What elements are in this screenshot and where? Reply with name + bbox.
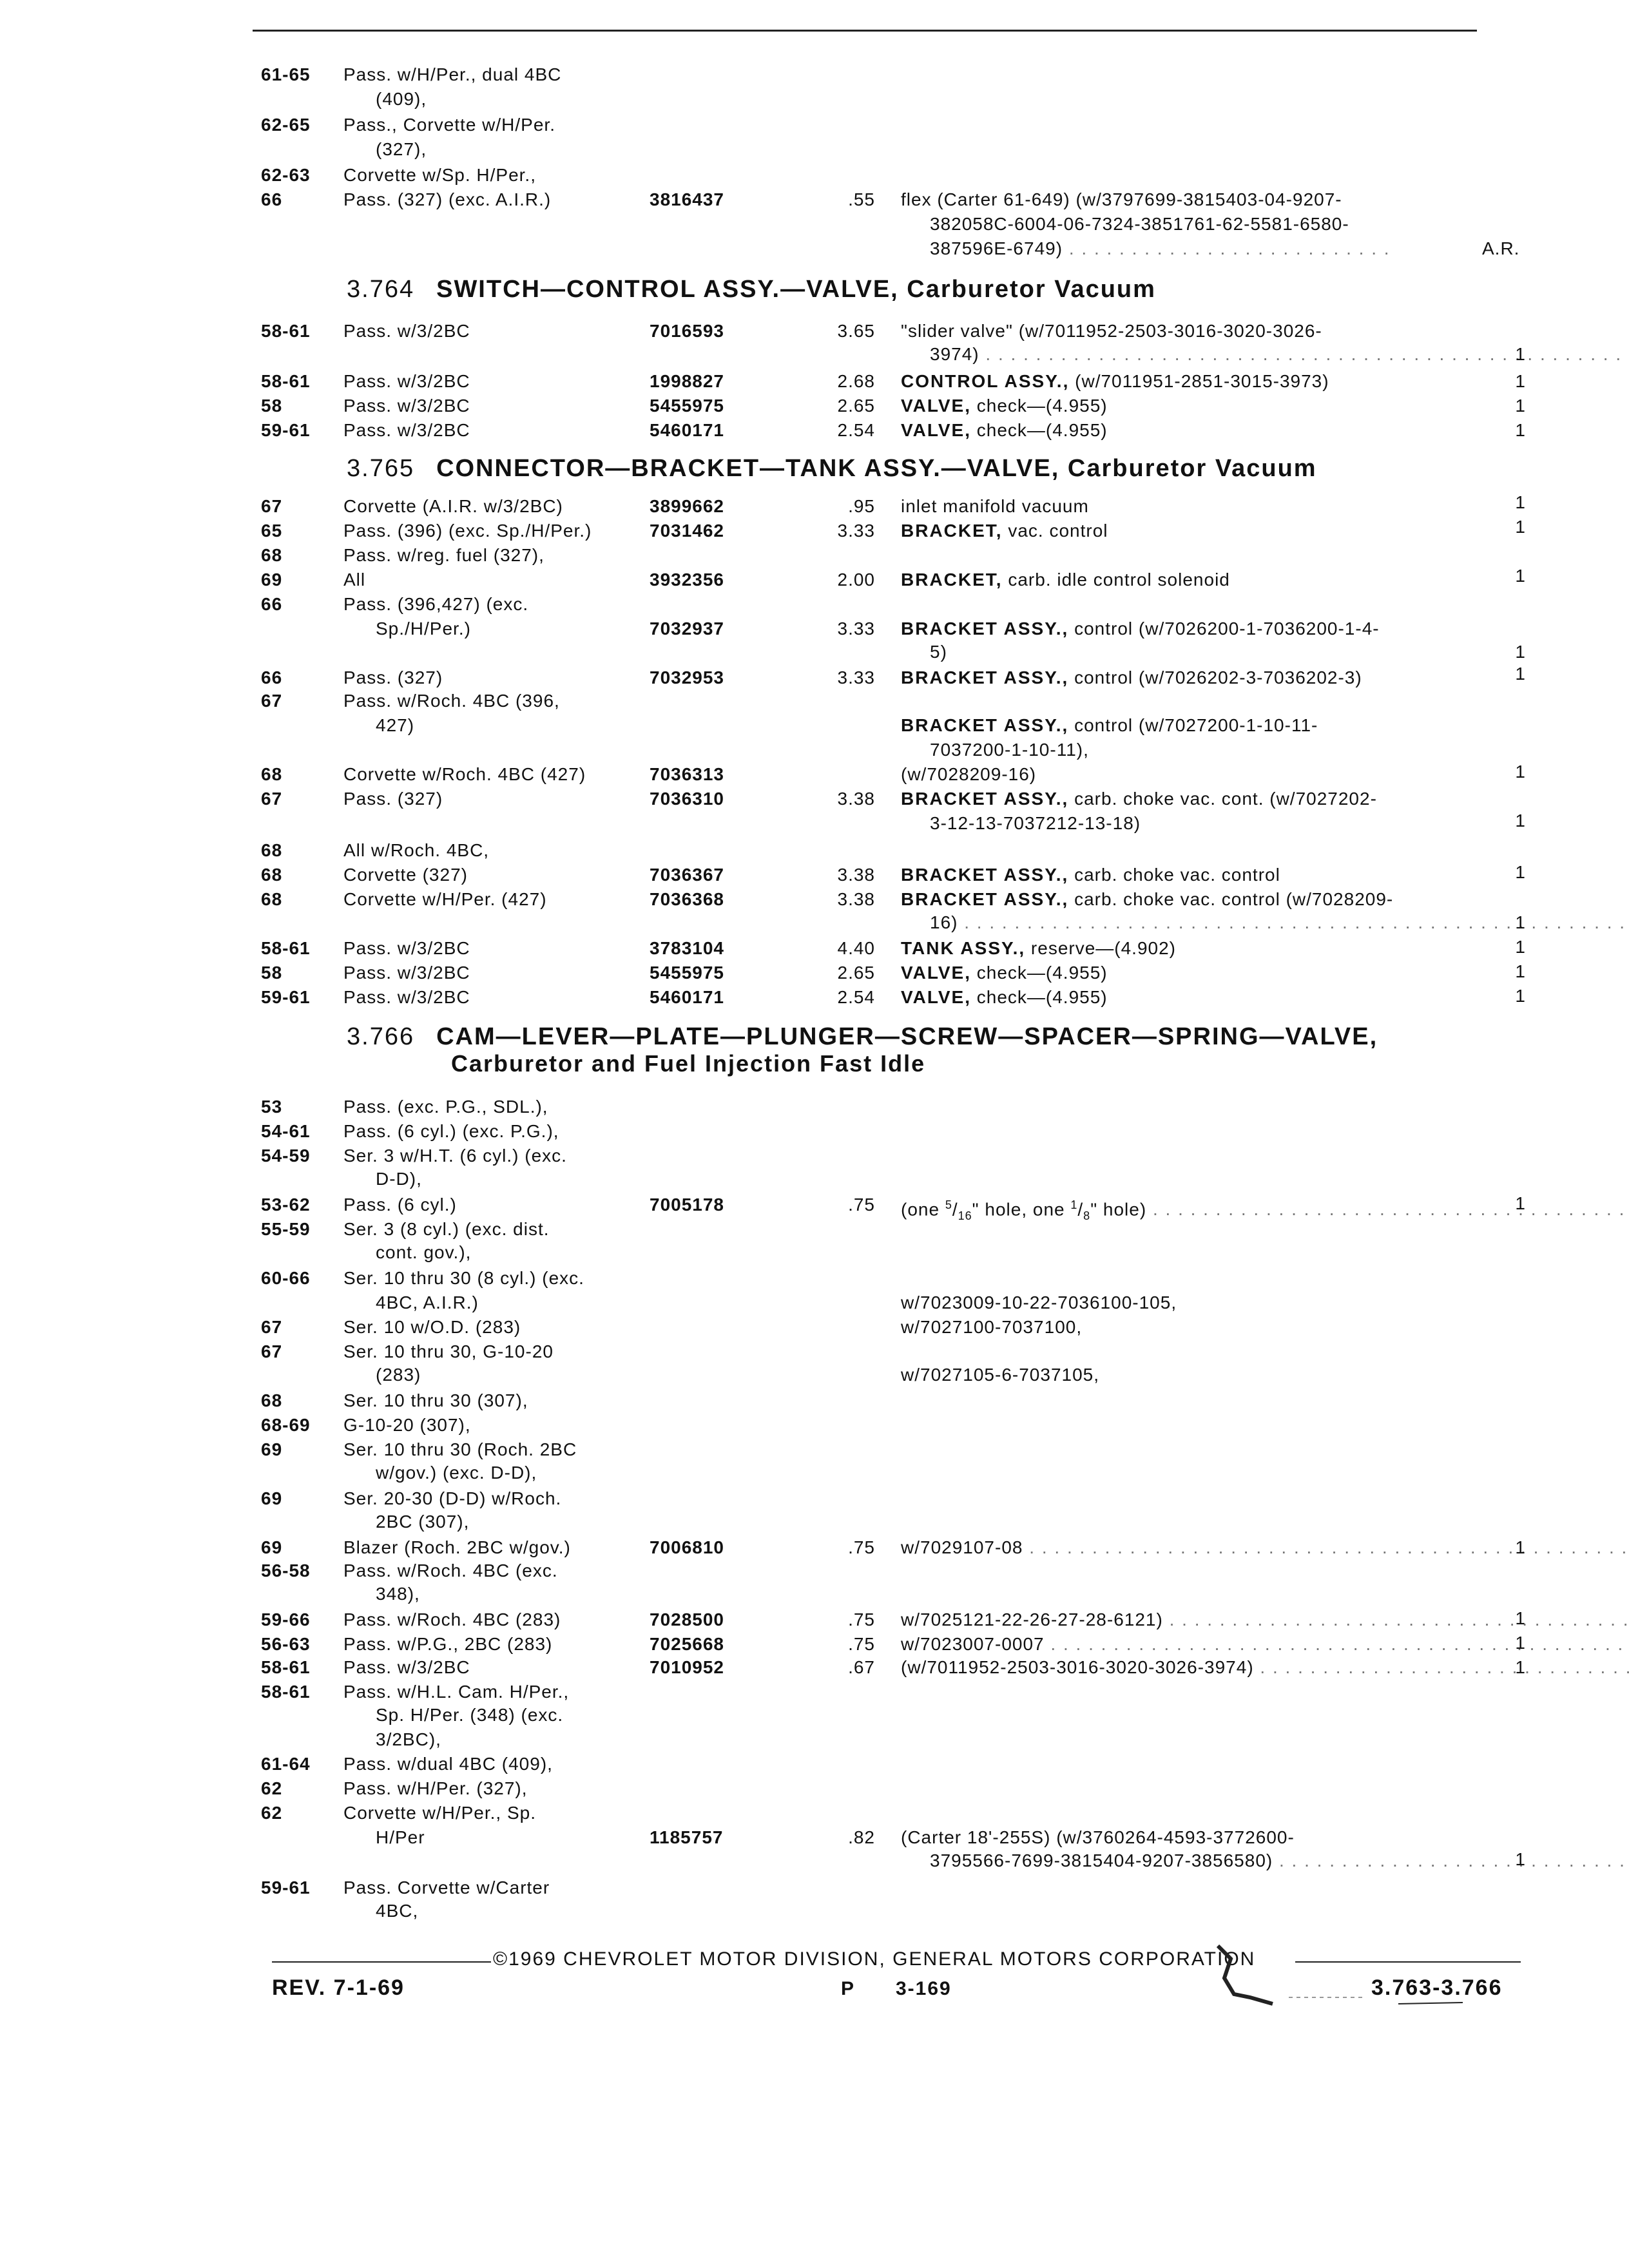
year: 54-59: [261, 1146, 311, 1166]
price: 2.68: [837, 371, 875, 391]
part-number: 7036367: [650, 865, 725, 885]
description: CONTROL ASSY., (w/7011951-2851-3015-3973): [901, 371, 1329, 391]
year: 61-64: [261, 1754, 311, 1774]
description-cont: 387596E-6749) . . . . . . . . . . . . . . . . . . . . . . . . . .: [930, 238, 1391, 258]
description: w/7023009-10-22-7036100-105,: [901, 1293, 1177, 1312]
description: BRACKET ASSY., control (w/7027200-1-10-11-: [901, 715, 1318, 735]
model: Pass. w/3/2BC: [343, 963, 470, 983]
quantity: 1: [1515, 566, 1526, 586]
model: Corvette w/H/Per., Sp.: [343, 1803, 536, 1823]
model-cont: Sp. H/Per. (348) (exc.: [376, 1705, 564, 1725]
description: w/7025121-22-26-27-28-6121) . . .: [901, 1608, 1629, 1631]
price: 3.33: [837, 521, 875, 541]
quantity: 1: [1515, 937, 1526, 957]
year: 58-61: [261, 938, 311, 958]
model: Pass. w/3/2BC: [343, 371, 470, 391]
year: 67: [261, 691, 283, 711]
part-number: 7028500: [650, 1610, 725, 1629]
year: 58-61: [261, 1657, 311, 1677]
year: 59-66: [261, 1610, 311, 1629]
description: w/7023007-0007 . . .: [901, 1633, 1629, 1656]
section-title: SWITCH—CONTROL ASSY.—VALVE, Carburetor Vacuum: [436, 276, 1156, 303]
price: 3.33: [837, 668, 875, 687]
year: 53-62: [261, 1195, 311, 1215]
part-number: 3783104: [650, 938, 725, 958]
part-number: 7006810: [650, 1537, 725, 1557]
part-number: 7016593: [650, 321, 725, 341]
price: .55: [848, 189, 875, 209]
model: Pass. w/P.G., 2BC (283): [343, 1634, 553, 1654]
price: .82: [848, 1827, 875, 1847]
year: 59-61: [261, 987, 311, 1007]
description-cont: 5): [930, 642, 947, 662]
year: 66: [261, 594, 283, 614]
model-cont: 4BC,: [376, 1901, 419, 1921]
model: Ser. 10 thru 30, G-10-20: [343, 1341, 554, 1361]
section-number: 3.764: [347, 276, 415, 303]
section-heading-3765: [347, 455, 1317, 483]
model: Pass. (6 cyl.): [343, 1195, 457, 1215]
description-cont: 3974) . . .: [930, 343, 1629, 366]
price: .75: [848, 1610, 875, 1629]
part-number: 7025668: [650, 1634, 725, 1654]
section-number: 3.766: [347, 1023, 415, 1050]
model-cont: H/Per: [376, 1827, 425, 1847]
description: (w/7028209-16): [901, 764, 1037, 784]
year: 68-69: [261, 1415, 311, 1435]
price: 3.38: [837, 789, 875, 809]
year: 69: [261, 1488, 283, 1508]
year: 53: [261, 1097, 283, 1117]
quantity: 1: [1515, 492, 1526, 512]
top-rule: [253, 30, 1477, 32]
description: BRACKET ASSY., control (w/7026200-1-7036200-1-4-: [901, 619, 1380, 639]
copyright-line: ©1969 CHEVROLET MOTOR DIVISION, GENERAL MOTORS CORPORATION: [493, 1948, 1256, 1970]
description: VALVE, check—(4.955): [901, 963, 1108, 983]
year: 68: [261, 865, 283, 885]
part-number: 3899662: [650, 496, 725, 516]
model: Ser. 10 thru 30 (Roch. 2BC: [343, 1439, 577, 1459]
part-number: 7036368: [650, 889, 725, 909]
description: flex (Carter 61-649) (w/3797699-3815403-04-9207-: [901, 189, 1342, 209]
footer-rule-left: [272, 1961, 491, 1963]
section-heading-3766: [347, 1023, 1378, 1051]
part-number: 1185757: [650, 1827, 724, 1847]
section-heading-3764: [347, 276, 1156, 303]
part-number: 5460171: [650, 420, 725, 440]
description-cont: 3-12-13-7037212-13-18): [930, 813, 1141, 833]
year: 56-63: [261, 1634, 311, 1654]
model: Pass., Corvette w/H/Per.: [343, 115, 555, 135]
year: 61-65: [261, 64, 311, 84]
year: 66: [261, 189, 283, 209]
model-cont: 2BC (307),: [376, 1512, 470, 1532]
year: 58: [261, 396, 283, 416]
description: BRACKET ASSY., carb. choke vac. control (w/7028209-: [901, 889, 1394, 909]
price: .95: [848, 496, 875, 516]
quantity: 1: [1515, 664, 1526, 684]
model: Corvette w/H/Per. (427): [343, 889, 547, 909]
model: Pass. w/3/2BC: [343, 938, 470, 958]
quantity: 1: [1515, 986, 1526, 1006]
quantity: 1: [1515, 1633, 1526, 1653]
model: Ser. 10 w/O.D. (283): [343, 1317, 521, 1337]
description-cont: 7037200-1-10-11),: [930, 740, 1089, 760]
price: 3.38: [837, 889, 875, 909]
quantity: 1: [1515, 517, 1526, 537]
price: 3.65: [837, 321, 875, 341]
description: VALVE, check—(4.955): [901, 987, 1108, 1007]
model: Ser. 10 thru 30 (8 cyl.) (exc.: [343, 1268, 584, 1288]
model: All w/Roch. 4BC,: [343, 840, 490, 860]
part-number: 7032937: [650, 619, 725, 639]
year: 69: [261, 570, 283, 590]
model: Corvette w/Roch. 4BC (427): [343, 764, 586, 784]
year: 59-61: [261, 420, 311, 440]
year: 58-61: [261, 321, 311, 341]
quantity: 1: [1515, 1537, 1526, 1557]
model: Pass. Corvette w/Carter: [343, 1878, 550, 1898]
year: 62: [261, 1803, 283, 1823]
description: (w/7011952-2503-3016-3020-3026-3974) . . .: [901, 1656, 1629, 1679]
price: .75: [848, 1634, 875, 1654]
model: Pass. w/3/2BC: [343, 987, 470, 1007]
year: 56-58: [261, 1561, 311, 1581]
price: .75: [848, 1195, 875, 1215]
model-cont: 3/2BC),: [376, 1729, 441, 1749]
price: 2.65: [837, 396, 875, 416]
year: 68: [261, 889, 283, 909]
model: All: [343, 570, 366, 590]
part-number: 3816437: [650, 189, 725, 209]
model: Pass. (6 cyl.) (exc. P.G.),: [343, 1121, 559, 1141]
year: 62-63: [261, 165, 311, 185]
model-cont: 427): [376, 715, 415, 735]
price: .67: [848, 1657, 875, 1677]
description: VALVE, check—(4.955): [901, 420, 1108, 440]
model: Pass. w/reg. fuel (327),: [343, 545, 545, 565]
price: 3.38: [837, 865, 875, 885]
year: 54-61: [261, 1121, 311, 1141]
model: Ser. 20-30 (D-D) w/Roch.: [343, 1488, 562, 1508]
year: 67: [261, 496, 283, 516]
pen-mark-icon: [1160, 1933, 1521, 2010]
model-cont: 4BC, A.I.R.): [376, 1293, 479, 1312]
model-cont: 348),: [376, 1584, 420, 1604]
quantity: 1: [1515, 1657, 1526, 1677]
quantity: 1: [1515, 420, 1526, 440]
year: 60-66: [261, 1268, 311, 1288]
description: TANK ASSY., reserve—(4.902): [901, 938, 1177, 958]
quantity: 1: [1515, 961, 1526, 981]
description: (one $^5/_{16}$" hole, one $^1/_8$" hole) . . .: [901, 1193, 1629, 1227]
part-number: 7032953: [650, 668, 725, 687]
quantity: A.R.: [1482, 238, 1520, 258]
description: (Carter 18'-255S) (w/3760264-4593-3772600-: [901, 1827, 1295, 1847]
description: w/7029107-08 . . .: [901, 1536, 1629, 1559]
model: Ser. 3 (8 cyl.) (exc. dist.: [343, 1219, 550, 1239]
section-subtitle: Carburetor and Fuel Injection Fast Idle: [451, 1050, 926, 1077]
year: 69: [261, 1439, 283, 1459]
model: Pass. (327) (exc. A.I.R.): [343, 189, 552, 209]
year: 68: [261, 545, 283, 565]
description: BRACKET ASSY., carb. choke vac. cont. (w/7027202-: [901, 789, 1377, 809]
model: Pass. (exc. P.G., SDL.),: [343, 1097, 548, 1117]
section-title: CAM—LEVER—PLATE—PLUNGER—SCREW—SPACER—SPRING—VALVE,: [436, 1023, 1378, 1050]
model: Pass. w/H/Per. (327),: [343, 1778, 528, 1798]
year: 67: [261, 1341, 283, 1361]
description: inlet manifold vacuum: [901, 496, 1089, 516]
description-cont: 3795566-7699-3815404-9207-3856580) . . .: [930, 1849, 1629, 1872]
quantity: 1: [1515, 1193, 1526, 1213]
description: BRACKET ASSY., control (w/7026202-3-7036202-3): [901, 668, 1362, 687]
section-title: CONNECTOR—BRACKET—TANK ASSY.—VALVE, Carburetor Vacuum: [436, 455, 1317, 482]
description: w/7027105-6-7037105,: [901, 1365, 1100, 1385]
description: BRACKET, vac. control: [901, 521, 1108, 541]
price: 2.00: [837, 570, 875, 590]
price: 4.40: [837, 938, 875, 958]
model: Pass. w/dual 4BC (409),: [343, 1754, 553, 1774]
part-number: 5455975: [650, 396, 725, 416]
model-cont: cont. gov.),: [376, 1242, 472, 1262]
year: 68: [261, 764, 283, 784]
page-number: 3-169: [896, 1978, 952, 1999]
year: 66: [261, 668, 283, 687]
description-cont: 382058C-6004-06-7324-3851761-62-5581-6580-: [930, 214, 1349, 234]
year: 68: [261, 840, 283, 860]
description: w/7027100-7037100,: [901, 1317, 1083, 1337]
model: Pass. (396,427) (exc.: [343, 594, 529, 614]
model: Pass. w/3/2BC: [343, 420, 470, 440]
part-number: 3932356: [650, 570, 725, 590]
section-range: 3.763-3.766: [1371, 1975, 1503, 2000]
quantity: 1: [1515, 912, 1526, 932]
part-number: 7005178: [650, 1195, 725, 1215]
year: 58: [261, 963, 283, 983]
price: .75: [848, 1537, 875, 1557]
model: Blazer (Roch. 2BC w/gov.): [343, 1537, 571, 1557]
model-cont: Sp./H/Per.): [376, 619, 471, 639]
part-number: 5455975: [650, 963, 725, 983]
part-number: 1998827: [650, 371, 725, 391]
model-cont: (327),: [376, 139, 427, 159]
year: 62: [261, 1778, 283, 1798]
quantity: 1: [1515, 811, 1526, 831]
section-number: 3.765: [347, 455, 415, 482]
model: Corvette (A.I.R. w/3/2BC): [343, 496, 563, 516]
part-number: 7031462: [650, 521, 725, 541]
quantity: 1: [1515, 396, 1526, 416]
model: Corvette w/Sp. H/Per.,: [343, 165, 536, 185]
description: VALVE, check—(4.955): [901, 396, 1108, 416]
model: Pass. w/3/2BC: [343, 321, 470, 341]
price: 2.65: [837, 963, 875, 983]
year: 69: [261, 1537, 283, 1557]
year: 55-59: [261, 1219, 311, 1239]
model: G-10-20 (307),: [343, 1415, 471, 1435]
model: Pass. (396) (exc. Sp./H/Per.): [343, 521, 592, 541]
year: 59-61: [261, 1878, 311, 1898]
quantity: 1: [1515, 762, 1526, 782]
description-cont: 16) . . .: [930, 911, 1629, 934]
page-letter: P: [841, 1978, 856, 1999]
model: Pass. (327): [343, 668, 443, 687]
quantity: 1: [1515, 344, 1526, 364]
model: Pass. w/3/2BC: [343, 396, 470, 416]
quantity: 1: [1515, 1849, 1526, 1869]
quantity: 1: [1515, 642, 1526, 662]
model-cont: (283): [376, 1365, 421, 1385]
year: 67: [261, 1317, 283, 1337]
model: Pass. (327): [343, 789, 443, 809]
description: BRACKET, carb. idle control solenoid: [901, 570, 1230, 590]
model-cont: D-D),: [376, 1169, 422, 1189]
quantity: 1: [1515, 371, 1526, 391]
model: Pass. w/Roch. 4BC (396,: [343, 691, 560, 711]
model: Pass. w/Roch. 4BC (exc.: [343, 1561, 558, 1581]
part-number: 7036313: [650, 764, 725, 784]
quantity: 1: [1515, 862, 1526, 882]
price: 2.54: [837, 987, 875, 1007]
part-number: 7010952: [650, 1657, 725, 1677]
model: Corvette (327): [343, 865, 468, 885]
quantity: 1: [1515, 1608, 1526, 1628]
description: "slider valve" (w/7011952-2503-3016-3020-3026-: [901, 321, 1322, 341]
model: Pass. w/H/Per., dual 4BC: [343, 64, 562, 84]
model: Ser. 10 thru 30 (307),: [343, 1390, 528, 1410]
year: 68: [261, 1390, 283, 1410]
year: 62-65: [261, 115, 311, 135]
year: 58-61: [261, 1682, 311, 1702]
year: 58-61: [261, 371, 311, 391]
model: Pass. w/3/2BC: [343, 1657, 470, 1677]
description: BRACKET ASSY., carb. choke vac. control: [901, 865, 1280, 885]
year: 67: [261, 789, 283, 809]
year: 65: [261, 521, 283, 541]
model: Pass. w/H.L. Cam. H/Per.,: [343, 1682, 570, 1702]
part-number: 5460171: [650, 987, 725, 1007]
model-cont: (409),: [376, 89, 427, 109]
model-cont: w/gov.) (exc. D-D),: [376, 1463, 537, 1483]
price: 3.33: [837, 619, 875, 639]
revision-date: REV. 7-1-69: [272, 1975, 405, 2000]
price: 2.54: [837, 420, 875, 440]
model: Ser. 3 w/H.T. (6 cyl.) (exc.: [343, 1146, 567, 1166]
model: Pass. w/Roch. 4BC (283): [343, 1610, 561, 1629]
part-number: 7036310: [650, 789, 725, 809]
